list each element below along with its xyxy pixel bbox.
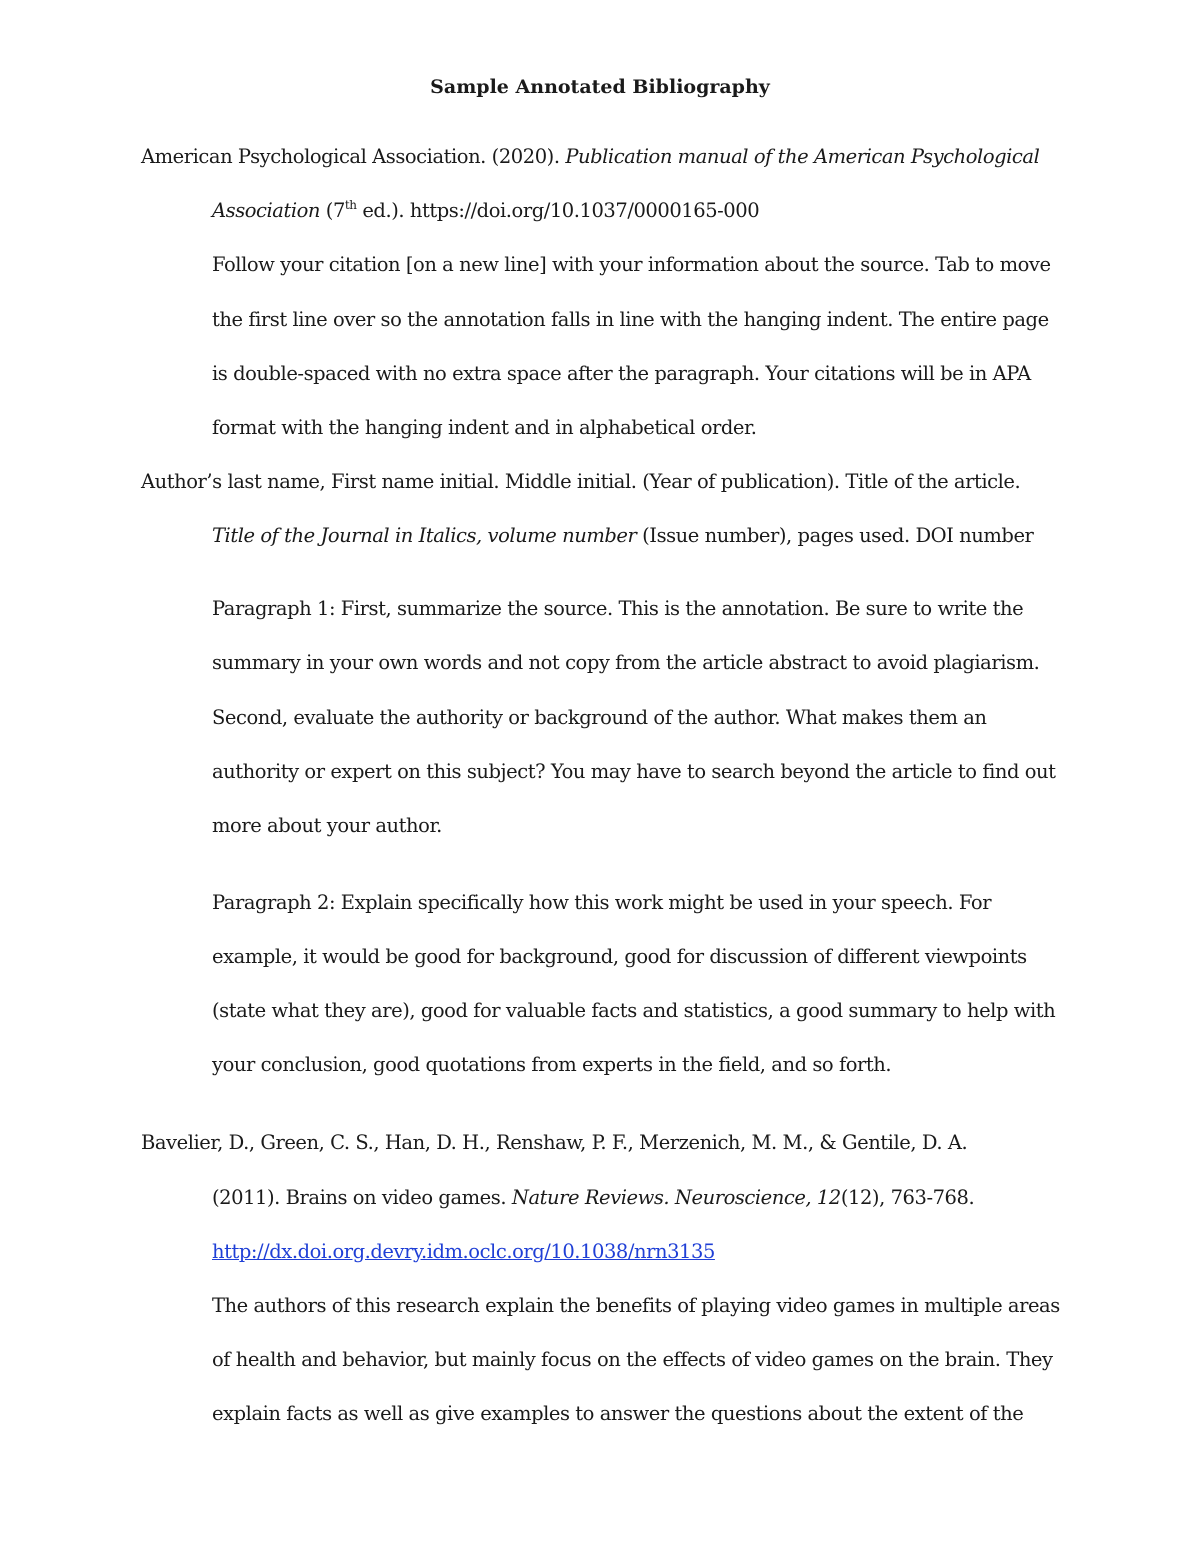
- citation-issue-pages: (12), 763-768.: [840, 1186, 975, 1209]
- annotation-line: format with the hanging indent and in alphabetical order.: [212, 416, 757, 439]
- paragraph1-line: Second, evaluate the authority or background of the author. What makes them an: [212, 706, 987, 729]
- citation-bavelier-line-2: [212, 1183, 974, 1213]
- citation-journal-volume: Nature Reviews. Neuroscience, 12: [511, 1186, 841, 1209]
- annotation-line: is double-spaced with no extra space after the paragraph. Your citations will be in APA: [212, 362, 1031, 385]
- citation-book-title-cont: Association: [212, 199, 321, 222]
- citation-year-title: (2011). Brains on video games.: [212, 1186, 512, 1209]
- paragraph1-line: authority or expert on this subject? You may have to search beyond the article to find out: [212, 760, 1056, 783]
- citation-template-line-2: [212, 521, 1033, 551]
- paragraph2-line: Paragraph 2: Explain specifically how this work might be used in your speech. For: [212, 891, 992, 914]
- citation-apa-line-2: [212, 196, 759, 226]
- paragraph1-line: Paragraph 1: First, summarize the source. This is the annotation. Be sure to write the: [212, 597, 1024, 620]
- citation-journal-title: Title of the Journal in Italics, volume number: [212, 524, 637, 547]
- paragraph2-line: your conclusion, good quotations from experts in the field, and so forth.: [212, 1053, 892, 1076]
- annotation-line: The authors of this research explain the benefits of playing video games in multiple areas: [212, 1294, 1060, 1317]
- citation-book-title: Publication manual of the American Psychological: [565, 145, 1040, 168]
- citation-edition-sup: th: [344, 197, 357, 212]
- annotation-line: the first line over so the annotation falls in line with the hanging indent. The entire page: [212, 308, 1049, 331]
- citation-edition-doi: ed.). https://doi.org/10.1037/0000165-000: [356, 199, 760, 222]
- citation-template-line-1: Author’s last name, First name initial. Middle initial. (Year of publication). Title of the article.: [141, 470, 1021, 493]
- doi-link[interactable]: http://dx.doi.org.devry.idm.oclc.org/10.1038/nrn3135: [212, 1240, 715, 1263]
- citation-author-year: American Psychological Association. (2020).: [141, 145, 566, 168]
- paragraph1-line: more about your author.: [212, 814, 442, 837]
- document-title: Sample Annotated Bibliography: [430, 76, 770, 98]
- paragraph2-line: (state what they are), good for valuable facts and statistics, a good summary to help with: [212, 999, 1056, 1022]
- annotation-line: Follow your citation [on a new line] with your information about the source. Tab to move: [212, 253, 1051, 276]
- citation-issue-pages: (Issue number), pages used. DOI number: [636, 524, 1034, 547]
- paragraph2-line: example, it would be good for background, good for discussion of different viewpoints: [212, 945, 1027, 968]
- citation-edition-open: (7: [320, 199, 345, 222]
- paragraph1-line: summary in your own words and not copy from the article abstract to avoid plagiarism.: [212, 651, 1040, 674]
- citation-apa-line-1: [141, 142, 1039, 172]
- citation-doi-line: [212, 1237, 715, 1267]
- annotation-line: of health and behavior, but mainly focus on the effects of video games on the brain. They: [212, 1348, 1053, 1371]
- citation-bavelier-line-1: Bavelier, D., Green, C. S., Han, D. H., Renshaw, P. F., Merzenich, M. M., & Gentile, D. A.: [141, 1131, 968, 1154]
- annotation-line: explain facts as well as give examples to answer the questions about the extent of the: [212, 1402, 1024, 1425]
